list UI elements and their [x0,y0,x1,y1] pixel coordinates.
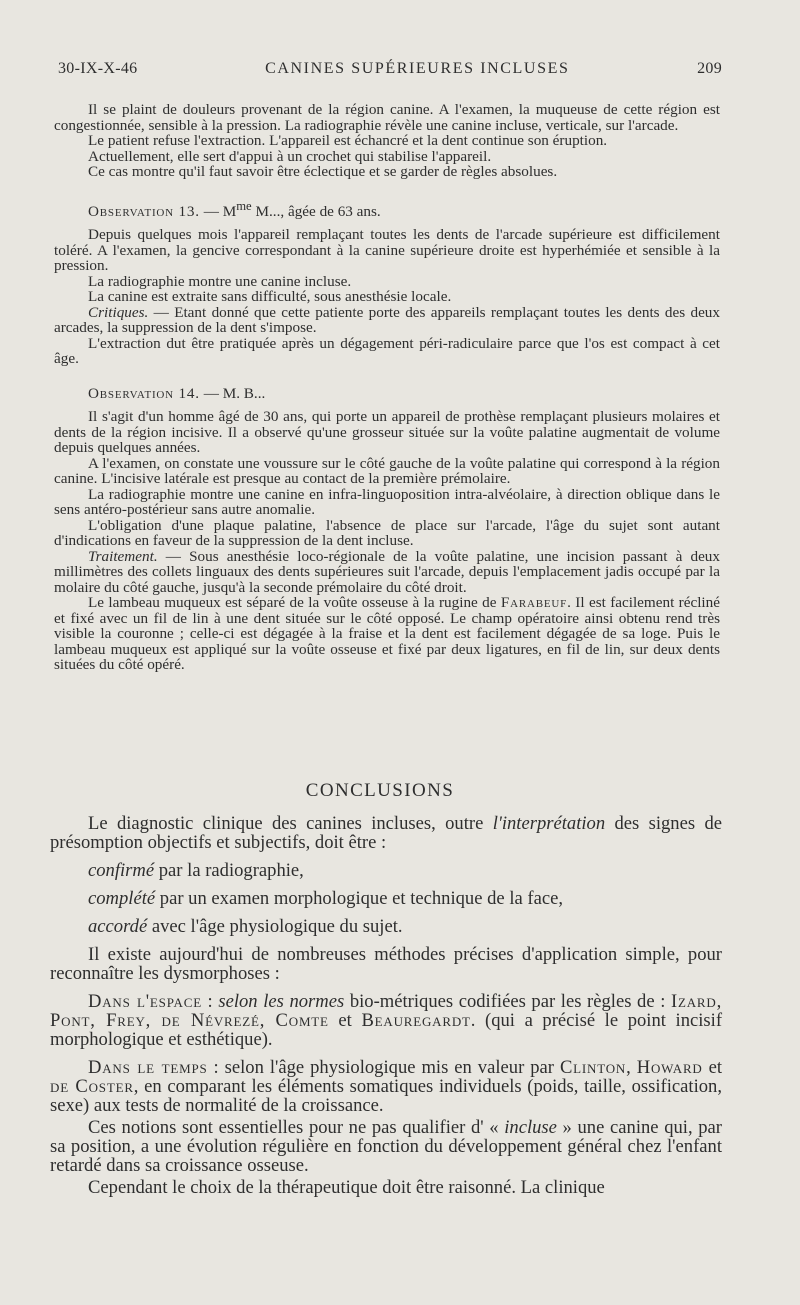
paragraph: Il se plaint de douleurs provenant de la région canine. A l'examen, la muqueuse de cette région est congestionnée, sensible à la pression. La radiographie révèle une canine incluse, verticale, sur l'arcade. [54,101,720,134]
paragraph [54,595,720,673]
paragraph-text: . Il est facilement récliné et fixé avec un fil de lin à une dent située sur le côté opposé. Le champ opératoire ainsi obtenu rend très visible la couronne ; celle-ci est dégagée à la fraise et la dent est facilement dégagée de sa loge. Puis le lambeau muqueux est appliqué sur la voûte osseuse et fixé par deux ligatures, en fil de lin, sur deux dents situées du côté opéré. [54,594,720,674]
observation-label: Observation 13. [88,202,200,220]
paragraph-text: » une canine qui, par sa position, a une évolution régulière en fonction du développement général chez l'enfant retardé dans sa croissance osseuse. [50,1117,722,1176]
traitement-label: Traitement. [88,547,158,565]
list-item [50,917,722,936]
emphasis: l'interprétation [492,813,606,834]
list-item-text: avec l'âge physiologique du sujet. [147,916,403,937]
author-name: de Coster [50,1076,134,1097]
paragraph-text: des signes de présomption objectifs et subjectifs, doit être : [50,813,722,853]
conclusions-text [50,814,722,1200]
author-name: Clinton [559,1057,627,1078]
paragraph: La canine est extraite sans difficulté, sous anesthésie locale. [88,288,452,306]
paragraph-text: , [626,1057,637,1078]
paragraph-text: . (qui a précisé le point incisif morphologique et esthétique). [50,1010,723,1050]
list-item [50,861,722,880]
list-item [50,889,722,908]
paragraph [50,1118,722,1175]
page-number: 209 [697,60,722,77]
paragraph: Il existe aujourd'hui de nombreuses méthodes précises d'application simple, pour reconnaître les dysmorphoses : [50,944,722,984]
paragraph-text: Ces notions sont essentielles pour ne pas qualifier d' « [88,1117,505,1138]
paragraph [54,305,720,336]
paragraph: Ce cas montre qu'il faut savoir être éclectique et se garder de règles absolues. [88,163,558,180]
section-title: CONCLUSIONS [305,780,455,801]
paragraph: La radiographie montre une canine incluse. [88,272,352,290]
critiques-text: — Etant donné que cette patiente porte des appareils remplaçant toutes les dents des deux arcades, la suppression de la dent s'impose. [54,303,720,337]
header-title: CANINES SUPÉRIEURES INCLUSES [265,60,570,77]
title-superscript: me [236,198,252,213]
paragraph-text: , en comparant les éléments somatiques individuels (poids, taille, ossification, sexe) aux tests de normalité de la croissance. [50,1076,722,1116]
paragraph: L'extraction dut être pratiquée après un dégagement péri-radiculaire parce que l'os est compact à cet âge. [54,334,720,368]
running-head [58,60,722,78]
paragraph-text: Le lambeau muqueux est séparé de la voûte osseuse à la rugine de [88,594,501,612]
list-item-text: par un examen morphologique et technique de la face, [155,888,563,909]
small-caps-lead: Dans l'espace [88,991,202,1012]
list-item-text: par la radiographie, [154,860,304,881]
paragraph: A l'examen, on constate une voussure sur le côté gauche de la voûte palatine qui correspond à la région canine. L'incisive latérale est presque au contact de la première prémolaire. [54,454,720,488]
emphasis: incluse [504,1117,557,1138]
small-caps-lead: Dans le temps [88,1057,208,1078]
paragraph [50,814,722,852]
observation-13-heading [54,199,720,220]
emphasis: selon les normes [218,991,345,1012]
observation-patient: M..., âgée de 63 ans. [251,202,381,220]
author-name: Farabeuf [500,594,568,612]
paragraph: Le patient refuse l'extraction. L'appareil est échancré et la dent continue son éruption. [88,132,608,149]
header-date: 30-IX-X-46 [58,60,138,77]
observation-patient: — M. B... [199,384,266,402]
paragraph: Il s'agit d'un homme âgé de 30 ans, qui porte un appareil de prothèse remplaçant plusieurs molaires et dents de la région incisive. Il a observé qu'une grosseur située sur la voûte palatine augmentait de volume depuis quelques années. [54,408,720,457]
observation-dash: — M [199,202,237,220]
emphasis: complété [88,888,156,909]
observation-label: Observation 14. [88,384,200,402]
paragraph-text: bio-métriques codifiées par les règles de : [344,991,671,1012]
paragraph: L'obligation d'une plaque palatine, l'absence de place sur l'arcade, l'âge du sujet sont autant d'indications en faveur de la suppression de la dent incluse. [54,516,720,550]
paragraph-text: et [702,1057,723,1078]
paragraph-text: : [201,991,219,1012]
author-name: Howard [636,1057,703,1078]
paragraph: La radiographie montre une canine en infra-linguoposition intra-alvéolaire, à direction oblique dans le sens antéro-postérieur sans autre anomalie. [54,485,720,519]
paragraph-text: : selon l'âge physiologique mis en valeur par [207,1057,560,1078]
paragraph: Depuis quelques mois l'appareil remplaçant toutes les dents de l'arcade supérieure est difficilement toléré. A l'examen, la gencive correspondant à la canine supérieure droite est hyperhémiée et sensible à la pression. [54,226,720,275]
author-name: Beauregardt [361,1010,471,1031]
critiques-label: Critiques. [88,303,149,321]
paragraph [50,992,722,1049]
paragraph [54,549,720,596]
emphasis: accordé [88,916,148,937]
paragraph [50,1058,722,1115]
observation-14-heading [54,386,720,402]
emphasis: confirmé [88,860,155,881]
paragraph-text: et [328,1010,362,1031]
paragraph: Actuellement, elle sert d'appui à un crochet qui stabilise l'appareil. [88,147,492,165]
case-text [54,102,720,673]
author-names: Izard, Pont, Frey, de Névrezé, Comte [50,991,723,1031]
traitement-text: — Sous anesthésie loco-régionale de la voûte palatine, une incision passant à deux millimètres des collets linguaux des dents supérieures suit l'arcade, depuis l'emplacement jadis occupé par la molaire du côté gauche, jusqu'à la seconde prémolaire du côté droit. [54,547,720,596]
paragraph-text: Le diagnostic clinique des canines incluses, outre [88,813,493,834]
paragraph: Cependant le choix de la thérapeutique doit être raisonné. La clinique [88,1177,605,1198]
